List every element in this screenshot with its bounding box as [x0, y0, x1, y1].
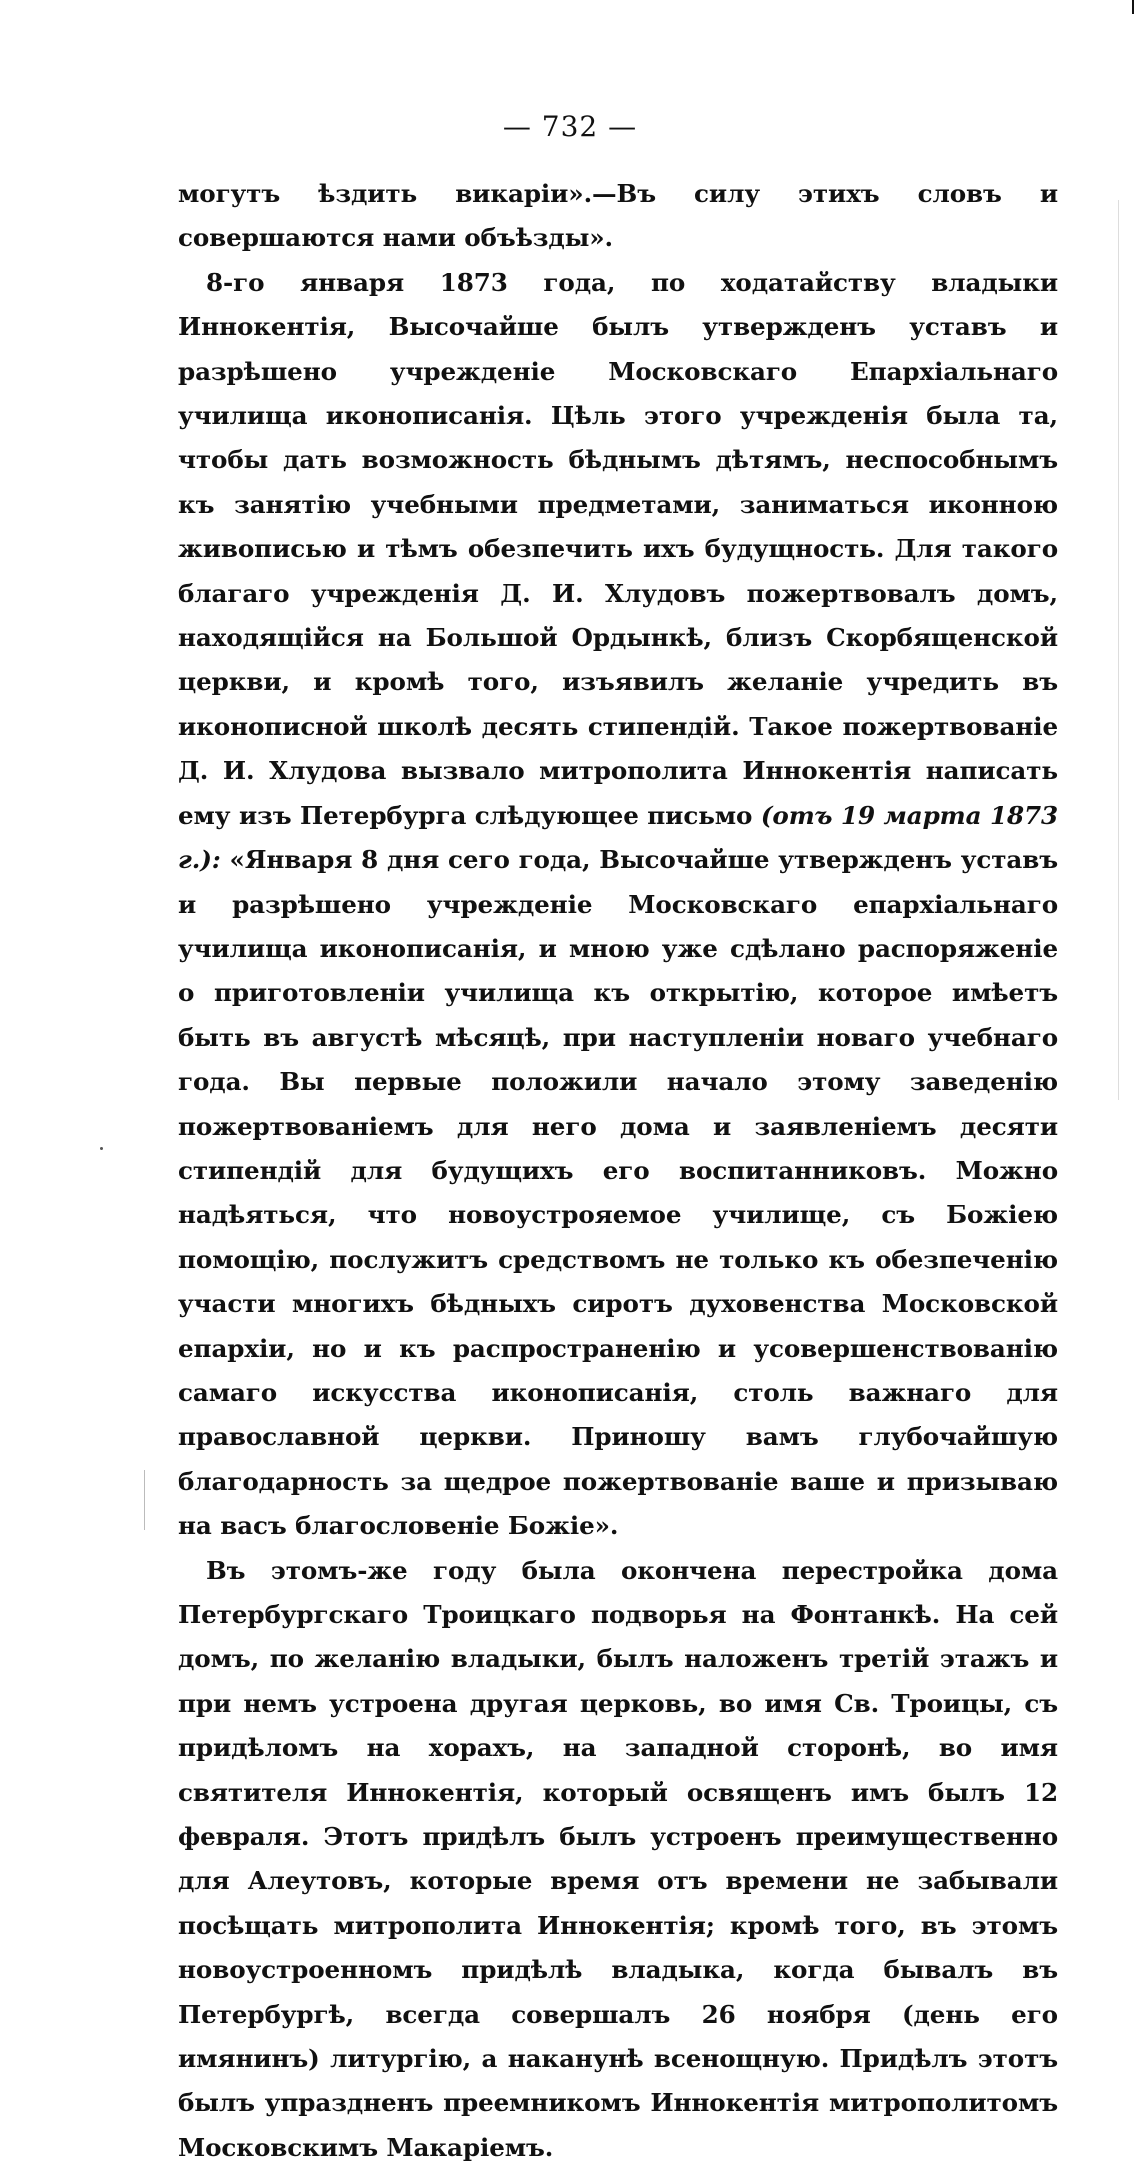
letter-date: (отъ 19 марта 1873 г.): — [178, 800, 1058, 875]
paragraph-icon-school — [178, 261, 1058, 1549]
paragraph-text-letter: «Января 8 дня сего года, Высочайше утвержденъ уставъ и разрѣшено учрежденіе Московскаго епархіальнаго училища иконописанія, и мною уже сдѣлано распоряженіе о приготовленіи училища къ открытію, которое имѣетъ быть въ августѣ мѣсяцѣ, при наступленіи новаго учебнаго года. Вы первые положили начало этому заведенію пожертвованіемъ для него дома и заявленіемъ десяти стипендій для будущихъ его воспитанниковъ. Можно надѣяться, что новоустрояемое училище, съ Божіею помощію, послужитъ средствомъ не только къ обезпеченію участи многихъ бѣдныхъ сиротъ духовенства Московской епархіи, но и къ распространенію и усовершенствованію самаго искусства иконописанія, столь важнаго для православной церкви. Приношу вамъ глубочайшую благодарность за щедрое пожертвованіе ваше и призываю на васъ благословеніе Божіе». — [178, 845, 1058, 1541]
paragraph-text-start: 8-го января 1873 года, по ходатайству владыки Иннокентія, Высочайше былъ утвержденъ уставъ и разрѣшено учрежденіе Московскаго Епархіальнаго училища иконописанія. Цѣль этого учрежденія была та, чтобы дать возможность бѣднымъ дѣтямъ, неспособнымъ къ занятію учебными предметами, заниматься иконною живописью и тѣмъ обезпечить ихъ будущность. Для такого благаго учрежденія Д. И. Хлудовъ пожертвовалъ домъ, находящійся на Большой Ордынкѣ, близъ Скорбященской церкви, и кромѣ того, изъявилъ желаніе учредить въ иконописной школѣ десять стипендій. Такое пожертвованіе Д. И. Хлудова вызвало митрополита Иннокентія написать ему изъ Петербурга слѣдующее письмо — [178, 267, 1058, 830]
paragraph-continuation: могутъ ѣздить викаріи».—Въ силу этихъ словъ и совершаются нами объѣзды». — [178, 179, 1058, 253]
page-edge-mark — [1132, 0, 1134, 14]
scan-margin-line — [144, 1470, 145, 1530]
scan-speck — [100, 1147, 103, 1150]
body-text — [178, 172, 1058, 2170]
page-number: — 732 — — [502, 110, 638, 143]
paragraph-troitsky-podvorye: Въ этомъ-же году была окончена перестройка дома Петербургскаго Троицкаго подворья на Фонтанкѣ. На сей домъ, по желанію владыки, былъ наложенъ третій этажъ и при немъ устроена другая церковь, во имя Св. Троицы, съ придѣломъ на хорахъ, на западной сторонѣ, во имя святителя Иннокентія, который освященъ имъ былъ 12 февраля. Этотъ придѣлъ былъ устроенъ преимущественно для Алеутовъ, которые время отъ времени не забывали посѣщать митрополита Иннокентія; кромѣ того, въ этомъ новоустроенномъ придѣлѣ владыка, когда бывалъ въ Петербургѣ, всегда совершалъ 26 ноября (день его имянинъ) литургію, а наканунѣ всенощную. Придѣлъ этотъ былъ упраздненъ преемникомъ Иннокентія митрополитомъ Московскимъ Макаріемъ. — [178, 1555, 1058, 2162]
scan-edge-shadow — [1118, 200, 1119, 1100]
